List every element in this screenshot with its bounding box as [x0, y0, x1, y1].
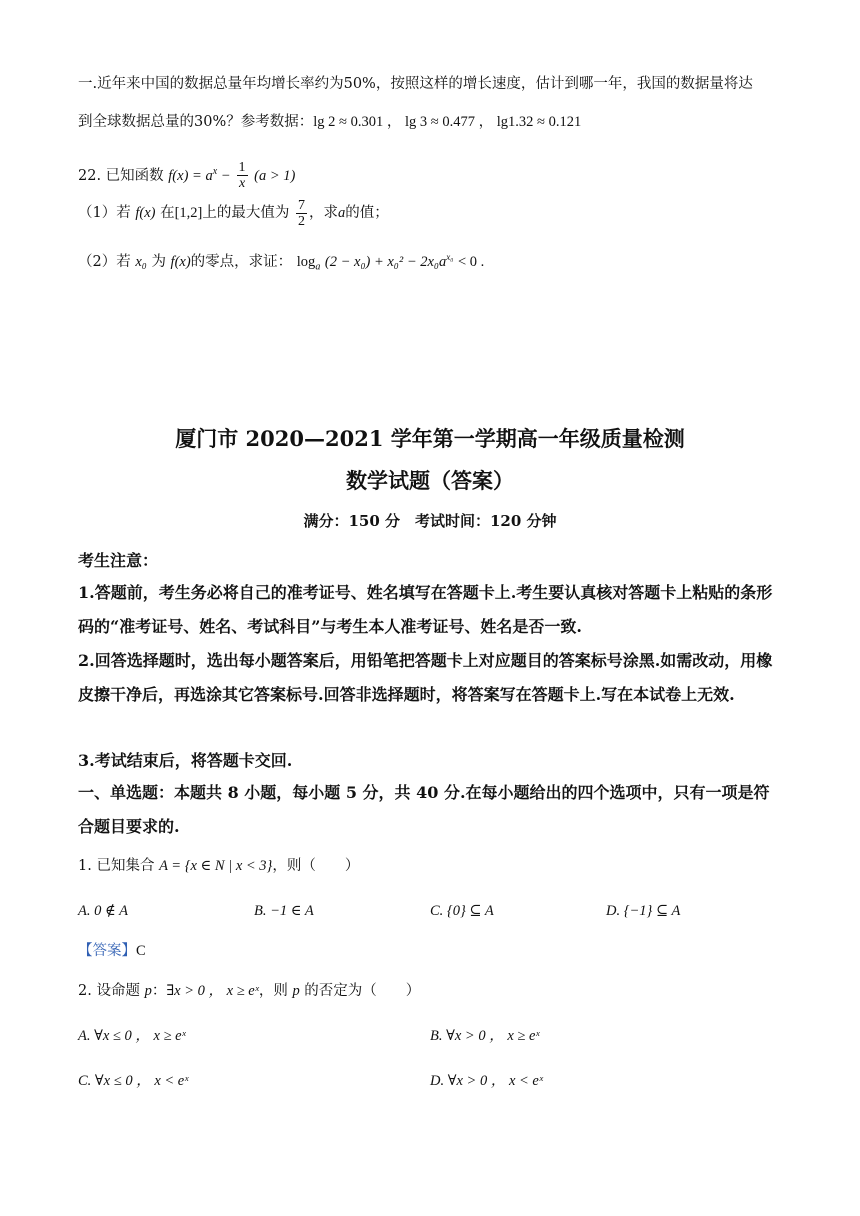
- function-ref: f(x): [135, 205, 156, 221]
- answer-line: [78, 941, 790, 961]
- question-prefix: 1. 已知集合: [78, 858, 155, 874]
- option-d-text: D. ∀x > 0 ， x < eˣ: [430, 1073, 543, 1089]
- text-prove: 的零点，求证：: [190, 253, 293, 270]
- answer-value: C: [136, 943, 146, 959]
- fraction-numerator: 7: [297, 197, 305, 213]
- inequality-tail: < 0 .: [457, 253, 485, 270]
- function-ref: f(x): [170, 253, 191, 270]
- option-a-text: A. ∀x ≤ 0 ， x ≥ eˣ: [78, 1028, 186, 1044]
- proposition-p: p: [144, 983, 152, 999]
- domain-condition: (a > 1): [254, 167, 296, 184]
- question-prefix: 2. 设命题: [78, 983, 140, 999]
- part-label: （1）若: [78, 205, 131, 221]
- function-exponent: x: [212, 166, 218, 177]
- variable-a: a: [337, 205, 346, 221]
- proposition-p: p: [292, 983, 300, 999]
- interval: [1,2]: [174, 205, 203, 221]
- question-22-stem: [78, 157, 790, 192]
- fraction: [296, 198, 307, 229]
- exponent: x₀: [446, 252, 454, 262]
- option-c-text: C. {0} ⊆ A: [430, 903, 494, 919]
- option-c: [78, 1071, 188, 1091]
- text-on: 在: [160, 205, 175, 221]
- inequality-body: (2 − x₀) + x₀² − 2x₀a: [324, 253, 447, 270]
- log-base: a: [315, 261, 321, 273]
- option-a-text: A. 0 ∉ A: [78, 903, 128, 919]
- text-find: ，求: [308, 205, 338, 221]
- option-b: [430, 1026, 540, 1046]
- text-is: 为: [151, 253, 166, 270]
- text-max: 上的最大值为: [202, 205, 290, 221]
- set-definition: A = {x ∈ N | x < 3}: [159, 858, 273, 874]
- option-d-text: D. {−1} ⊆ A: [606, 903, 681, 919]
- page-title: 厦门市 2020—2021 学年第一学期高一年级质量检测: [175, 426, 685, 451]
- question-suffix: ，则（ ）: [272, 858, 360, 874]
- notice-item-2: 2.回答选择题时，选出每小题答案后，用铅笔把答题卡上对应题目的答案标号涂黑.如需改动，用橡皮擦干净后，再选涂其它答案标号.回答非选择题时，将答案写在答题卡上.写在本试卷上无效.: [78, 651, 773, 704]
- text-value: 的值；: [345, 205, 389, 221]
- reference-data: lg 2 ≈ 0.301 ， lg 3 ≈ 0.477 ， lg1.32 ≈ 0.121: [313, 114, 582, 130]
- reference-label: 到全球数据总量的30%？参考数据：: [78, 114, 314, 130]
- question-22-part1: [78, 196, 790, 230]
- option-b: [254, 901, 314, 921]
- variable-x0: x₀: [135, 253, 147, 270]
- function-lhs: f(x) = a: [168, 167, 213, 184]
- section-heading: 一、单选题：本题共 8 小题，每小题 5 分，共 40 分.在每小题给出的四个选项中，只有一项是符合题目要求的.: [78, 783, 770, 836]
- notice-item-3: 3.考试结束后，将答题卡交回.: [78, 751, 293, 770]
- notice-item-1: 1.答题前，考生务必将自己的准考证号、姓名填写在答题卡上.考生要认真核对答题卡上粘贴的条形码的“准考证号、姓名、考试科目”与考生本人准考证号、姓名是否一致.: [78, 583, 773, 636]
- log-symbol: log: [296, 253, 316, 270]
- option-a: [78, 1026, 186, 1046]
- proposition-body: ∃x > 0 ， x ≥ eˣ: [166, 983, 259, 999]
- minus-sign: −: [221, 167, 230, 184]
- question-number: 22.: [78, 167, 102, 184]
- question-1-stem: [78, 853, 790, 879]
- question-intro: 已知函数: [105, 167, 164, 184]
- option-c: [430, 901, 494, 921]
- exam-meta: 满分：150 分 考试时间：120 分钟: [303, 512, 557, 530]
- answer-tag: 【答案】: [78, 943, 136, 959]
- question-suffix: 的否定为（ ）: [304, 983, 421, 999]
- option-b-text: B. ∀x > 0 ， x ≥ eˣ: [430, 1028, 540, 1044]
- option-b-text: B. −1 ∈ A: [254, 903, 314, 919]
- question-22-part2: [78, 247, 790, 278]
- page-subtitle: 数学试题（答案）: [346, 468, 514, 493]
- problem-text-line: [78, 112, 790, 132]
- colon: ：: [151, 983, 167, 999]
- option-c-text: C. ∀x ≤ 0 ， x < eˣ: [78, 1073, 189, 1089]
- option-d: [430, 1071, 543, 1091]
- part-label: （2）若: [78, 253, 131, 270]
- fraction: [237, 160, 248, 191]
- fraction-denominator: x: [238, 176, 246, 192]
- option-d: [606, 901, 680, 921]
- fraction-numerator: 1: [238, 160, 246, 176]
- problem-text-line: 一.近年来中国的数据总量年均增长率约为50%，按照这样的增长速度，估计到哪一年，我国的数据量将达: [78, 76, 753, 92]
- option-a: [78, 901, 128, 921]
- notice-heading: 考生注意：: [78, 551, 159, 570]
- fraction-denominator: 2: [297, 213, 305, 229]
- question-2-stem: [78, 981, 790, 1001]
- question-mid: ，则: [258, 983, 288, 999]
